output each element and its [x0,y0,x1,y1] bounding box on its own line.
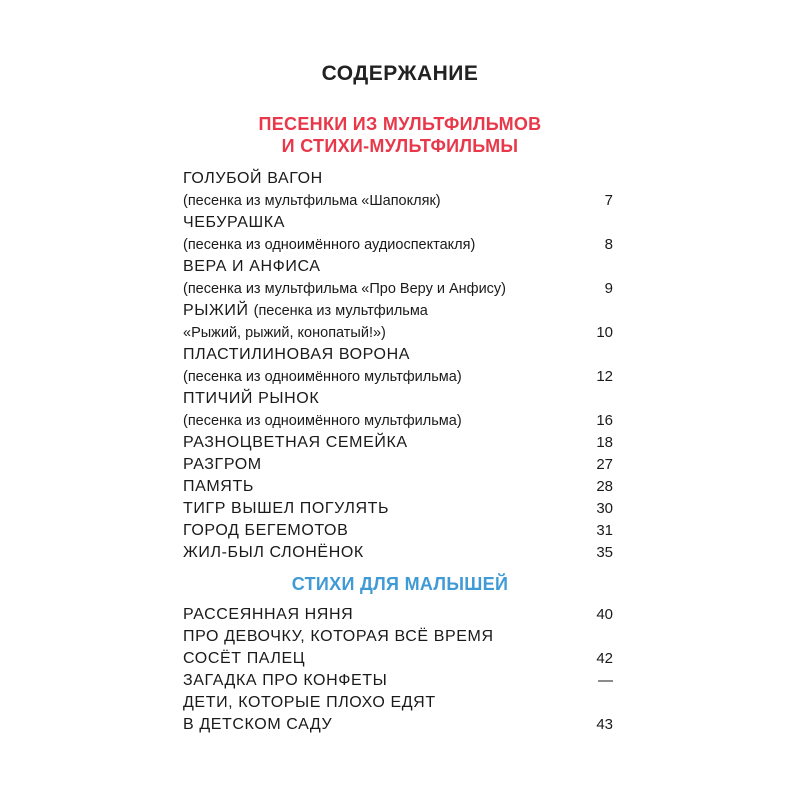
entry-title: РЫЖИЙ [183,302,249,319]
toc-entry[interactable] [183,498,613,520]
toc-poems [183,604,613,736]
toc-entry[interactable] [183,300,613,344]
section-title-songs [0,113,800,157]
entry-title: ГОРОД БЕГЕМОТОВ [183,522,349,539]
toc-entry[interactable] [183,670,613,692]
entry-title: ГОЛУБОЙ ВАГОН [183,170,323,187]
entry-page: 9 [604,280,613,297]
entry-title: РАЗНОЦВЕТНАЯ СЕМЕЙКА [183,434,408,451]
entry-title: ДЕТИ, КОТОРЫЕ ПЛОХО ЕДЯТ [183,694,436,711]
entry-page: 16 [596,412,613,429]
entry-note: (песенка из одноимённого мультфильма) [183,413,462,429]
toc-songs [183,168,613,564]
dot-leader [468,365,589,379]
entry-note: (песенка из мультфильма «Шапокляк) [183,193,441,209]
entry-page: 7 [604,192,613,209]
section-title-poems [0,573,800,595]
toc-entry[interactable] [183,168,613,212]
toc-entry[interactable] [183,212,613,256]
entry-note: (песенка из мультфильма «Про Веру и Анфису) [183,281,507,297]
entry-title: ПАМЯТЬ [183,478,254,495]
entry-note-continued: «Рыжий, рыжий, конопатый!») [183,325,386,341]
entry-page: 8 [604,236,613,253]
entry-page: — [598,672,613,689]
toc-entry[interactable] [183,542,613,564]
entry-title: ПРО ДЕВОЧКУ, КОТОРАЯ ВСЁ ВРЕМЯ [183,628,494,645]
toc-entry[interactable] [183,476,613,498]
entry-page: 43 [596,716,613,733]
dot-leader [393,669,589,683]
section-title-line: И СТИХИ-МУЛЬТФИЛЬМЫ [281,136,519,156]
dot-leader [447,189,589,203]
toc-entry[interactable] [183,344,613,388]
toc-entry[interactable] [183,626,613,670]
entry-page: 28 [596,478,613,495]
entry-page: 40 [596,606,613,623]
dot-leader [468,409,589,423]
dot-leader [392,321,589,335]
entry-title: ТИГР ВЫШЕЛ ПОГУЛЯТЬ [183,500,390,517]
toc-entry[interactable] [183,432,613,454]
toc-entry[interactable] [183,604,613,626]
entry-page: 31 [596,522,613,539]
dot-leader [338,713,589,727]
toc-entry[interactable] [183,692,613,736]
entry-title: ВЕРА И АНФИСА [183,258,321,275]
dot-leader [370,541,589,555]
entry-title-continued: СОСЁТ ПАЛЕЦ [183,650,306,667]
dot-leader [512,277,589,291]
entry-title: ЗАГАДКА ПРО КОНФЕТЫ [183,672,388,689]
entry-title: ЖИЛ-БЫЛ СЛОНЁНОК [183,544,364,561]
toc-entry[interactable] [183,256,613,300]
dot-leader [481,233,589,247]
dot-leader [395,497,589,511]
entry-title: ПТИЧИЙ РЫНОК [183,390,320,407]
entry-page: 18 [596,434,613,451]
entry-note: (песенка из мультфильма [253,303,428,319]
entry-title: РАССЕЯННАЯ НЯНЯ [183,606,354,623]
dot-leader [359,603,589,617]
entry-title-continued: В ДЕТСКОМ САДУ [183,716,333,733]
toc-entry[interactable] [183,454,613,476]
dot-leader [414,431,589,445]
dot-leader [354,519,589,533]
page-title: СОДЕРЖАНИЕ [321,62,479,85]
toc-entry[interactable] [183,520,613,542]
entry-page: 27 [596,456,613,473]
entry-title: РАЗГРОМ [183,456,262,473]
entry-page: 30 [596,500,613,517]
entry-note: (песенка из одноимённого мультфильма) [183,369,462,385]
dot-leader [311,647,589,661]
entry-page: 10 [596,324,613,341]
entry-title: ЧЕБУРАШКА [183,214,285,231]
entry-page: 12 [596,368,613,385]
dot-leader [268,453,589,467]
entry-note: (песенка из одноимённого аудиоспектакля) [183,237,476,253]
section-title-line: СТИХИ ДЛЯ МАЛЫШЕЙ [291,574,509,594]
section-title-line: ПЕСЕНКИ ИЗ МУЛЬТФИЛЬМОВ [258,114,542,134]
toc-entry[interactable] [183,388,613,432]
dot-leader [260,475,589,489]
entry-page: 42 [596,650,613,667]
entry-title: ПЛАСТИЛИНОВАЯ ВОРОНА [183,346,411,363]
entry-page: 35 [596,544,613,561]
